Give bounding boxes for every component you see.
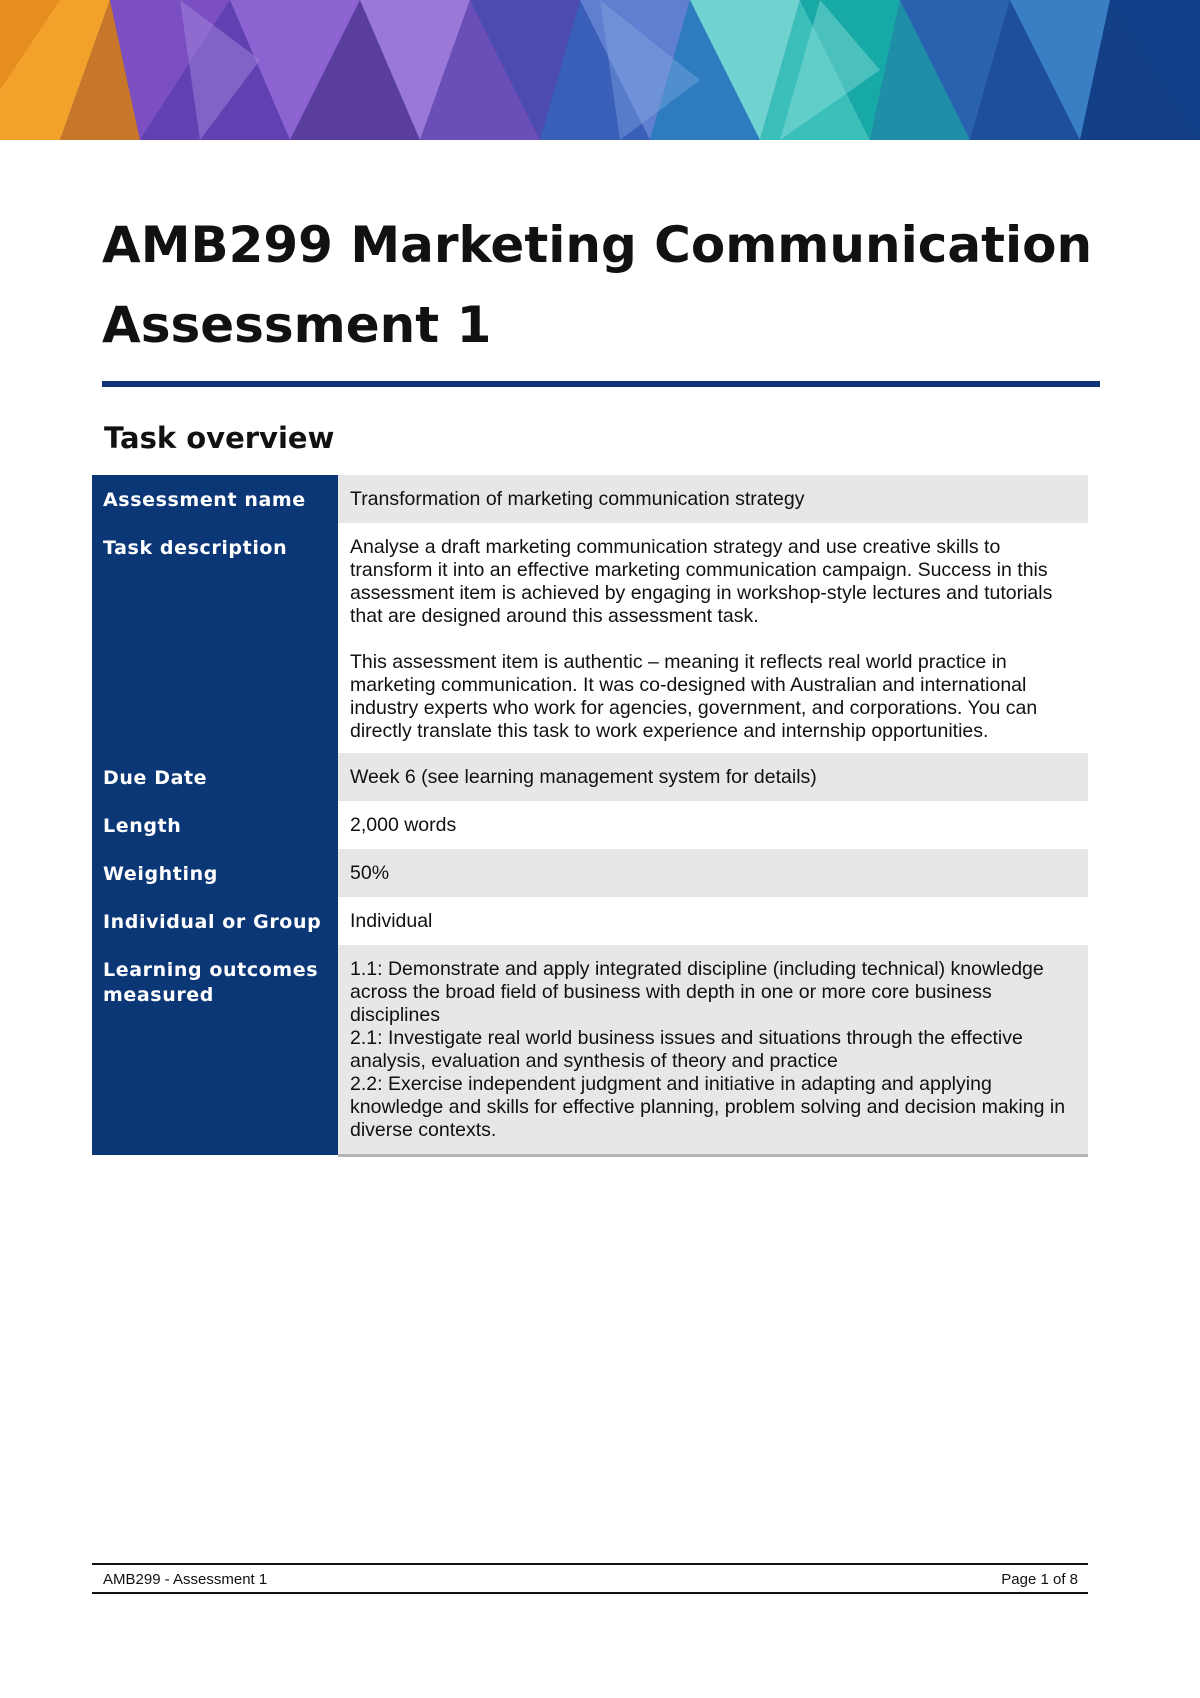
- value-text: 2,000 words: [350, 814, 457, 836]
- table-row: [92, 897, 1088, 945]
- row-value-individual-or-group: [338, 897, 1088, 945]
- table-row: [92, 849, 1088, 897]
- header-banner: [0, 0, 1200, 140]
- row-label-due-date: Due Date: [92, 753, 338, 801]
- geometric-banner-image: [0, 0, 1200, 140]
- section-heading-task-overview: Task overview: [104, 421, 335, 455]
- document-title: [102, 205, 1102, 365]
- footer-divider-top: [92, 1563, 1088, 1565]
- row-label-length: Length: [92, 801, 338, 849]
- document-title-line-1: AMB299 Marketing Communication: [102, 216, 1093, 274]
- row-value-due-date: [338, 753, 1088, 801]
- row-label-weighting: Weighting: [92, 849, 338, 897]
- value-paragraph: Analyse a draft marketing communication strategy and use creative skills to transform it into an effective marketing communication campaign. Success in this assessment item is achieved by engaging in workshop-style lectures and tutorials that are designed around this assessment task.: [350, 536, 1053, 627]
- row-label-assessment-name: Assessment name: [92, 475, 338, 523]
- table-row: [92, 523, 1088, 753]
- learning-outcome-item: 2.2: Exercise independent judgment and initiative in adapting and applying knowledge and skills for effective planning, problem solving and decision making in diverse contexts.: [350, 1073, 1066, 1141]
- table-row: [92, 475, 1088, 523]
- row-label-learning-outcomes: Learning outcomes measured: [92, 945, 338, 1155]
- table-row: [92, 945, 1088, 1155]
- row-value-task-description: [338, 523, 1088, 753]
- footer-divider-bottom: [92, 1592, 1088, 1594]
- row-value-length: [338, 801, 1088, 849]
- value-text: Week 6 (see learning management system for details): [350, 766, 817, 788]
- footer-page-number: Page 1 of 8: [1001, 1571, 1078, 1588]
- title-divider: [102, 381, 1100, 387]
- row-value-assessment-name: [338, 475, 1088, 523]
- value-text: 50%: [350, 862, 390, 884]
- learning-outcome-item: 2.1: Investigate real world business issues and situations through the effective analysis, evaluation and synthesis of theory and practice: [350, 1027, 1023, 1072]
- row-label-individual-or-group: Individual or Group: [92, 897, 338, 945]
- task-overview-table: [92, 475, 1088, 1157]
- row-label-task-description: Task description: [92, 523, 338, 753]
- learning-outcome-item: 1.1: Demonstrate and apply integrated discipline (including technical) knowledge across the broad field of business with depth in one or more core business disciplines: [350, 958, 1044, 1026]
- value-text: Individual: [350, 910, 433, 932]
- value-paragraph: This assessment item is authentic – meaning it reflects real world practice in marketing communication. It was co-designed with Australian and international industry experts who work for agencies, government, and corporations. You can directly translate this task to work experience and internship opportunities.: [350, 651, 1038, 742]
- table-row: [92, 753, 1088, 801]
- table-row: [92, 801, 1088, 849]
- footer-document-label: AMB299 - Assessment 1: [103, 1571, 268, 1588]
- row-value-weighting: [338, 849, 1088, 897]
- value-text: Transformation of marketing communication strategy: [350, 488, 805, 510]
- row-value-learning-outcomes: [338, 945, 1088, 1155]
- document-title-line-2: Assessment 1: [102, 296, 492, 354]
